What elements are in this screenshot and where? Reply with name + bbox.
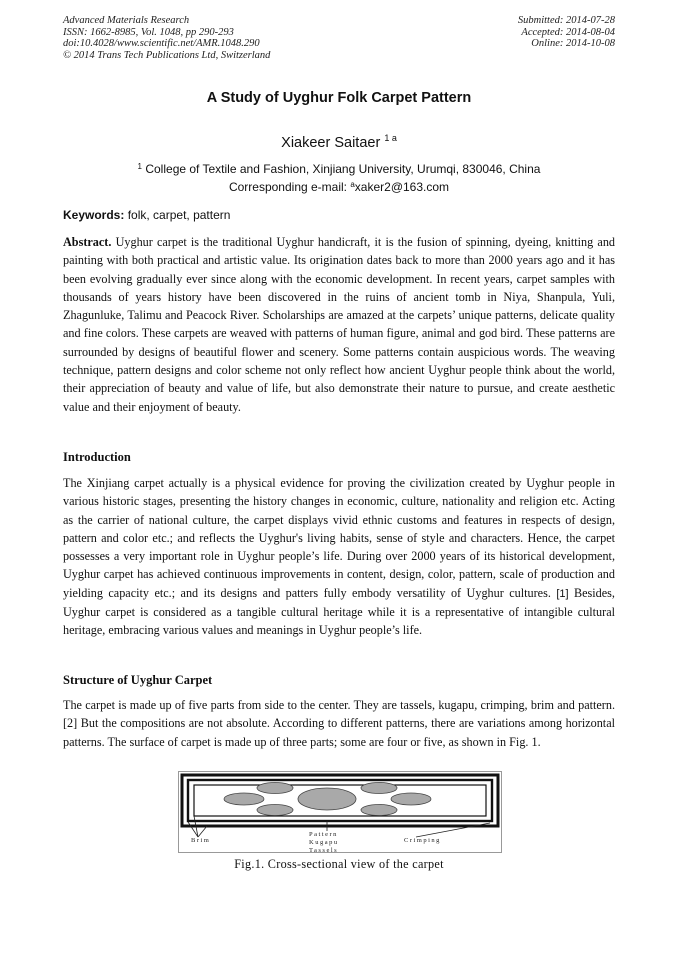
medallion-center bbox=[298, 788, 356, 810]
label-pattern: Pattern bbox=[309, 831, 338, 838]
affiliation-line bbox=[0, 160, 678, 178]
copyright-line: © 2014 Trans Tech Publications Ltd, Switzerland bbox=[63, 49, 271, 61]
online-date: Online: 2014-10-08 bbox=[531, 38, 615, 50]
email-address[interactable]: xaker2@163.com bbox=[354, 180, 450, 194]
email-prefix: Corresponding e-mail: bbox=[228, 180, 351, 194]
affiliation-block bbox=[0, 160, 678, 196]
medallion-bottom-right bbox=[361, 805, 397, 816]
accepted-date: Accepted: 2014-08-04 bbox=[521, 26, 615, 38]
structure-paragraph: The carpet is made up of five parts from side to the center. They are tassels, kugapu, crimping, brim and pattern.[2] But the compositions are not absolute. According to different patterns, there are variations among horizontal patterns. The surface of carpet is made up of three parts; some are four or five, as shown in Fig. 1. bbox=[63, 698, 615, 749]
author-sup: 1 a bbox=[384, 133, 397, 143]
doi-line: doi:10.4028/www.scientific.net/AMR.1048.290 bbox=[63, 38, 260, 50]
dates-info bbox=[518, 15, 615, 50]
figure-frame bbox=[179, 772, 502, 853]
label-brim: Brim bbox=[191, 837, 211, 844]
affiliation-sup: 1 bbox=[137, 162, 142, 171]
label-crimping: Crimping bbox=[404, 837, 441, 844]
abstract-label: Abstract. bbox=[63, 235, 112, 249]
carpet-cross-section-figure bbox=[178, 771, 502, 853]
introduction-paragraph bbox=[63, 474, 615, 640]
affiliation-text: College of Textile and Fashion, Xinjiang University, Urumqi, 830046, China bbox=[145, 162, 541, 176]
issn-line: ISSN: 1662-8985, Vol. 1048, pp 290-293 bbox=[63, 26, 234, 38]
author-name: Xiakeer Saitaer bbox=[281, 135, 381, 151]
paper-title: A Study of Uyghur Folk Carpet Pattern bbox=[206, 90, 472, 106]
introduction-heading: Introduction bbox=[63, 450, 131, 464]
email-line bbox=[0, 178, 678, 196]
keywords-label: Keywords: bbox=[63, 208, 125, 222]
medallion-top-right bbox=[361, 783, 397, 794]
journal-name: Advanced Materials Research bbox=[63, 15, 190, 26]
structure-heading: Structure of Uyghur Carpet bbox=[63, 673, 213, 687]
author-line bbox=[0, 135, 678, 151]
medallion-right bbox=[391, 793, 431, 805]
medallion-top-left bbox=[257, 783, 293, 794]
figure-caption: Fig.1. Cross-sectional view of the carpet bbox=[234, 857, 444, 871]
label-kugapu: Kugapu bbox=[309, 839, 339, 846]
citation-ref-1[interactable]: [1] bbox=[556, 587, 569, 600]
introduction-text-2: Besides, Uyghur carpet is considered as a tangible cultural heritage while it is a representative of intangible cultural heritage, embracing various values and meanings in Uyghur people’s life. bbox=[63, 585, 615, 638]
submitted-date: Submitted: 2014-07-28 bbox=[517, 15, 615, 26]
abstract-text: Uyghur carpet is the traditional Uyghur handicraft, it is the fusion of spinning, dyeing, knitting and painting with both practical and artistic value. Its origination dates back to more than 2000 years ago and it has been evolving gradually ever since along with the economic development. In recent years, carpet samples with thousands of years history have been discovered in the ruins of ancient tomb in Niya, Shanpula, Yuli, Zhagunluke, Talimu and Peacock River. Scholarships are amazed at the carpets’ unique patterns, delicate quality and fine colors. These carpets are weaved with patterns of human figure, animal and god bird. These patterns are surrounded by designs of beautiful flower and scenery. Some patterns contain auspicious words. The weaving technique, pattern designs and color scheme not only reflect how ancient Uyghur people think about the world, their appreciation of beauty and value of life, but also demonstrate their nature to pursue, and create aesthetic value and their enjoyment of beauty. bbox=[63, 235, 616, 414]
introduction-text-1: The Xinjiang carpet actually is a physical evidence for proving the civilization created by Uyghur people in various historic stages, presenting the history changes in economic, culture, nationality and religion etc. Acting as the carrier of national culture, the carpet displays vivid ethnic customs and features in respects of design, pattern and color etc.; and reflects the Uyghur's living habits, sense of style and characters. Hence, the carpet possesses a very important role in Uyghur people’s life. During over 2000 years of its historical development, Uyghur carpet has achieved continuous improvements in content, design, color, pattern, scale of production and yielding capacity etc.; and its designs and patters fully embody versatility of Uyghur cultures. bbox=[63, 476, 615, 600]
keywords-text: folk, carpet, pattern bbox=[127, 208, 231, 222]
medallion-bottom-left bbox=[257, 805, 293, 816]
medallion-left bbox=[224, 793, 264, 805]
abstract-paragraph bbox=[63, 233, 615, 416]
journal-info bbox=[63, 15, 270, 61]
label-tassels: Tassels bbox=[309, 847, 339, 853]
keywords bbox=[63, 208, 615, 222]
email-sup: a bbox=[350, 180, 355, 189]
